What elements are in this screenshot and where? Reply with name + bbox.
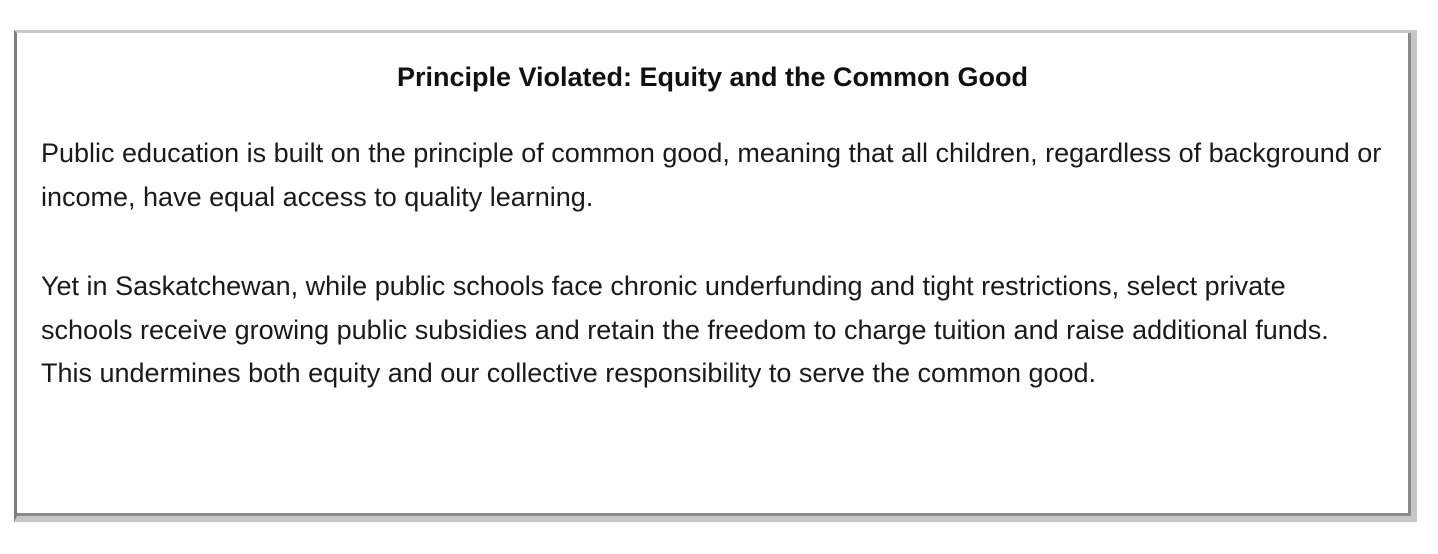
paragraph-saskatchewan: Yet in Saskatchewan, while public schools face chronic underfunding and tight restrictions, select private schools receive growing public subsidies and retain the freedom to charge tuition and raise additional funds. This undermines both equity and our collective responsibility to serve the common good.	[41, 271, 1329, 388]
content-panel-inner	[17, 33, 1411, 516]
paragraph-common-good: Public education is built on the principle of common good, meaning that all children, regardless of background or income, have equal access to quality learning.	[41, 138, 1382, 212]
panel-title: Principle Violated: Equity and the Common Good	[396, 62, 1029, 92]
content-panel	[14, 30, 1417, 522]
